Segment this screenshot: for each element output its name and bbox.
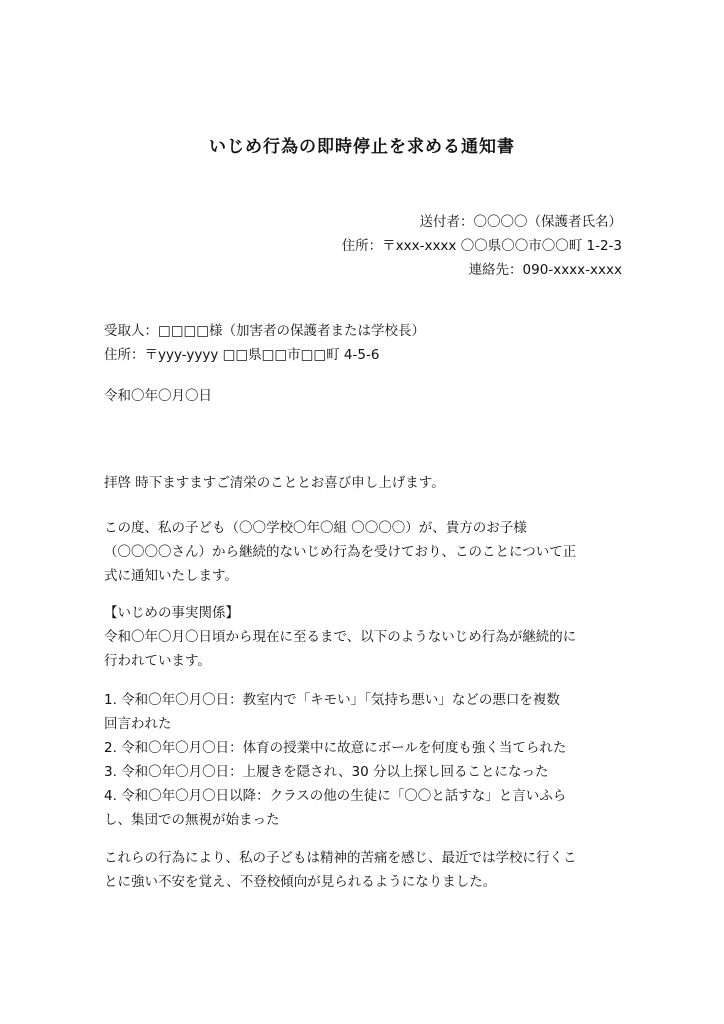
event-line: し、集団での無視が始まった — [104, 812, 280, 828]
greeting-paragraph — [104, 471, 620, 495]
event-line: 回言われた — [104, 716, 172, 732]
event-line: 2. 令和〇年〇月〇日：体育の授業中に故意にボールを何度も強く当てられた — [104, 740, 567, 756]
sender-address: 住所：〒xxx-xxxx 〇〇県〇〇市〇〇町 1-2-3 — [341, 238, 622, 254]
intro-line: （〇〇〇〇さん）から継続的ないじめ行為を受けており、このことについて正 — [104, 544, 577, 560]
document-date: 令和〇年〇月〇日 — [104, 388, 212, 404]
sender-name: 送付者：〇〇〇〇（保護者氏名） — [419, 214, 622, 230]
events-list — [104, 688, 620, 832]
facts-heading: 【いじめの事実関係】 — [104, 605, 239, 621]
document-title: いじめ行為の即時停止を求める通知書 — [209, 137, 515, 157]
facts-section — [104, 601, 620, 673]
intro-paragraph — [104, 516, 620, 588]
facts-line: 令和〇年〇月〇日頃から現在に至るまで、以下のようないじめ行為が継続的に — [104, 629, 577, 645]
recipient-address: 住所：〒yyy-yyyy □□県□□市□□町 4-5-6 — [104, 347, 380, 363]
event-line: 3. 令和〇年〇月〇日：上履きを隠され、30 分以上探し回ることになった — [104, 764, 549, 780]
recipient-name: 受取人：□□□□様（加害者の保護者または学校長） — [104, 323, 426, 339]
recipient-block — [104, 319, 425, 367]
facts-line: 行われています。 — [104, 653, 211, 669]
event-item — [104, 784, 620, 832]
closing-line: これらの行為により、私の子どもは精神的苦痛を感じ、最近では学校に行くこ — [104, 850, 577, 866]
event-line: 4. 令和〇年〇月〇日以降：クラスの他の生徒に「〇〇と話すな」と言いふら — [104, 788, 567, 804]
sender-contact: 連絡先：090-xxxx-xxxx — [468, 262, 622, 278]
closing-line: とに強い不安を覚え、不登校傾向が見られるようになりました。 — [104, 874, 497, 890]
event-line: 1. 令和〇年〇月〇日：教室内で「キモい」「気持ち悪い」などの悪口を複数 — [104, 692, 560, 708]
intro-line: この度、私の子ども（〇〇学校〇年〇組 〇〇〇〇）が、貴方のお子様 — [104, 520, 527, 536]
intro-line: 式に通知いたします。 — [104, 568, 238, 584]
event-item — [104, 736, 620, 760]
sender-block — [342, 210, 622, 282]
event-item — [104, 688, 620, 736]
closing-paragraph — [104, 846, 620, 894]
greeting-line: 拝啓 時下ますますご清栄のこととお喜び申し上げます。 — [104, 475, 445, 491]
event-item — [104, 760, 620, 784]
